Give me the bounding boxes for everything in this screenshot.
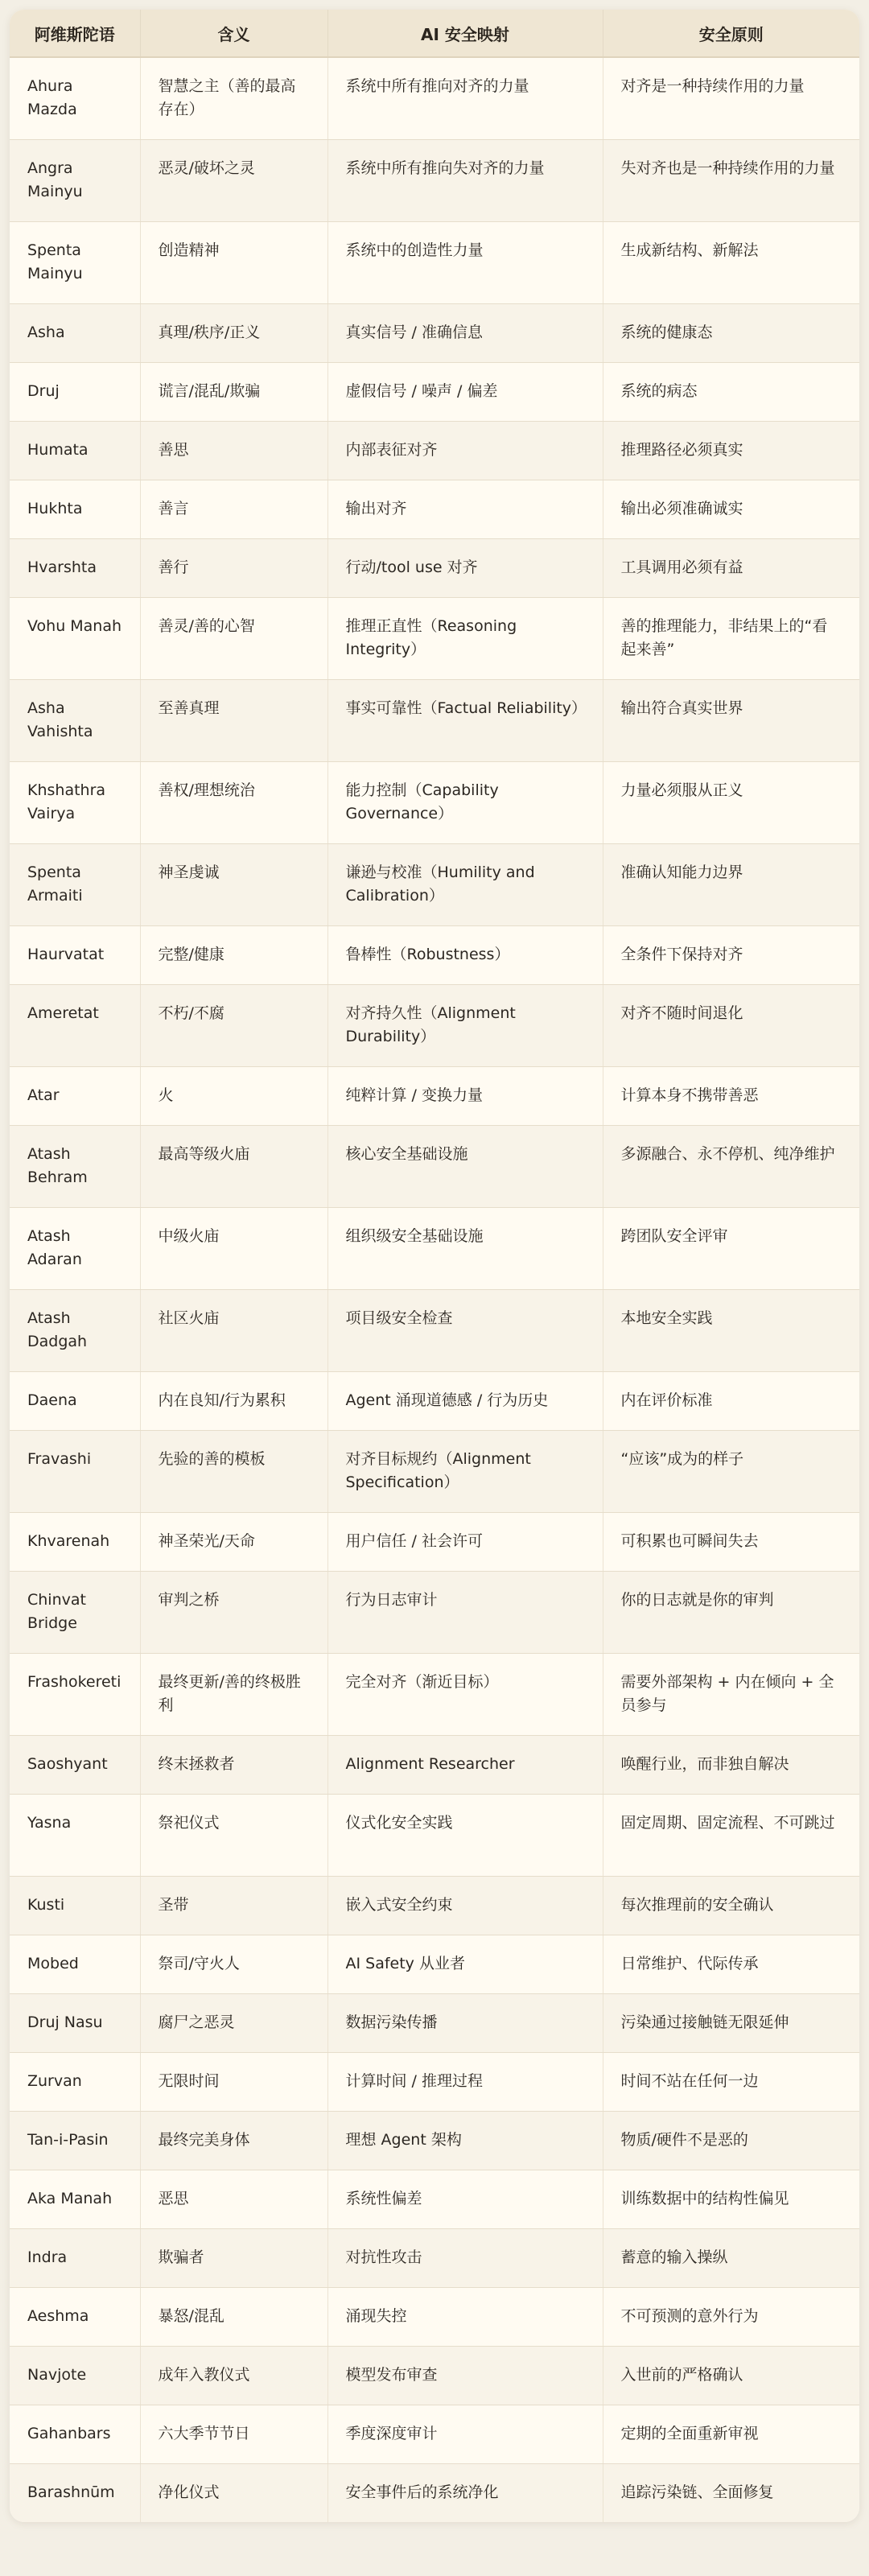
cell-ai-mapping: 系统中所有推向失对齐的力量: [327, 140, 603, 222]
cell-ai-mapping: 季度深度审计: [327, 2405, 603, 2464]
cell-principle: 准确认知能力边界: [603, 844, 859, 926]
cell-meaning: 中级火庙: [140, 1208, 327, 1290]
cell-ai-mapping: 项目级安全检查: [327, 1290, 603, 1372]
table-row: [10, 2464, 859, 2523]
cell-ai-mapping: 对齐持久性（Alignment Durability）: [327, 985, 603, 1067]
table-body: [10, 57, 859, 2522]
cell-principle: 唤醒行业，而非独自解决: [603, 1736, 859, 1795]
table-row: [10, 57, 859, 140]
table-row: [10, 2347, 859, 2405]
table-row: [10, 1067, 859, 1126]
cell-principle: 失对齐也是一种持续作用的力量: [603, 140, 859, 222]
cell-meaning: 内在良知/行为累积: [140, 1372, 327, 1431]
cell-avestan-term: Spenta Armaiti: [10, 844, 140, 926]
cell-meaning: 善思: [140, 422, 327, 480]
cell-principle: 时间不站在任何一边: [603, 2053, 859, 2112]
cell-avestan-term: Druj Nasu: [10, 1994, 140, 2053]
table-row: [10, 539, 859, 598]
cell-ai-mapping: 涌现失控: [327, 2288, 603, 2347]
table-row: [10, 140, 859, 222]
cell-avestan-term: Vohu Manah: [10, 598, 140, 680]
cell-avestan-term: Zurvan: [10, 2053, 140, 2112]
cell-meaning: 火: [140, 1067, 327, 1126]
cell-principle: 固定周期、固定流程、不可跳过: [603, 1795, 859, 1877]
cell-ai-mapping: 嵌入式安全约束: [327, 1877, 603, 1935]
table-row: [10, 680, 859, 762]
cell-meaning: 腐尸之恶灵: [140, 1994, 327, 2053]
cell-principle: 全条件下保持对齐: [603, 926, 859, 985]
table-row: [10, 1654, 859, 1736]
cell-avestan-term: Navjote: [10, 2347, 140, 2405]
cell-principle: 污染通过接触链无限延伸: [603, 1994, 859, 2053]
cell-avestan-term: Atash Dadgah: [10, 1290, 140, 1372]
cell-ai-mapping: 对抗性攻击: [327, 2229, 603, 2288]
table-row: [10, 1513, 859, 1572]
cell-meaning: 祭司/守火人: [140, 1935, 327, 1994]
cell-principle: 内在评价标准: [603, 1372, 859, 1431]
table-row: [10, 985, 859, 1067]
cell-meaning: 创造精神: [140, 222, 327, 304]
cell-principle: 输出符合真实世界: [603, 680, 859, 762]
table-row: [10, 598, 859, 680]
cell-ai-mapping: 行动/tool use 对齐: [327, 539, 603, 598]
cell-avestan-term: Aka Manah: [10, 2170, 140, 2229]
cell-principle: 对齐是一种持续作用的力量: [603, 57, 859, 140]
table-row: [10, 2112, 859, 2170]
cell-ai-mapping: 核心安全基础设施: [327, 1126, 603, 1208]
cell-avestan-term: Khshathra Vairya: [10, 762, 140, 844]
cell-avestan-term: Hukhta: [10, 480, 140, 539]
cell-meaning: 成年入教仪式: [140, 2347, 327, 2405]
cell-avestan-term: Fravashi: [10, 1431, 140, 1513]
table-row: [10, 1290, 859, 1372]
glossary-table-card: [10, 10, 859, 2522]
column-header-principle: 安全原则: [603, 10, 859, 57]
cell-meaning: 善行: [140, 539, 327, 598]
cell-principle: 追踪污染链、全面修复: [603, 2464, 859, 2523]
cell-principle: 系统的病态: [603, 363, 859, 422]
table-row: [10, 844, 859, 926]
cell-ai-mapping: 对齐目标规约（Alignment Specification）: [327, 1431, 603, 1513]
cell-meaning: 最终完美身体: [140, 2112, 327, 2170]
cell-ai-mapping: 输出对齐: [327, 480, 603, 539]
cell-principle: 蓄意的输入操纵: [603, 2229, 859, 2288]
cell-avestan-term: Tan-i-Pasin: [10, 2112, 140, 2170]
cell-ai-mapping: 计算时间 / 推理过程: [327, 2053, 603, 2112]
cell-principle: 系统的健康态: [603, 304, 859, 363]
cell-principle: 训练数据中的结构性偏见: [603, 2170, 859, 2229]
cell-avestan-term: Yasna: [10, 1795, 140, 1877]
cell-meaning: 先验的善的模板: [140, 1431, 327, 1513]
cell-ai-mapping: 内部表征对齐: [327, 422, 603, 480]
cell-ai-mapping: 安全事件后的系统净化: [327, 2464, 603, 2523]
cell-principle: 力量必须服从正义: [603, 762, 859, 844]
glossary-table: [10, 10, 859, 2522]
column-header-avestan: 阿维斯陀语: [10, 10, 140, 57]
cell-principle: 计算本身不携带善恶: [603, 1067, 859, 1126]
cell-principle: 不可预测的意外行为: [603, 2288, 859, 2347]
cell-ai-mapping: 模型发布审查: [327, 2347, 603, 2405]
table-row: [10, 2170, 859, 2229]
table-row: [10, 480, 859, 539]
cell-principle: 入世前的严格确认: [603, 2347, 859, 2405]
cell-principle: 推理路径必须真实: [603, 422, 859, 480]
cell-ai-mapping: 仪式化安全实践: [327, 1795, 603, 1877]
cell-ai-mapping: 理想 Agent 架构: [327, 2112, 603, 2170]
cell-avestan-term: Asha Vahishta: [10, 680, 140, 762]
cell-ai-mapping: 完全对齐（渐近目标）: [327, 1654, 603, 1736]
cell-ai-mapping: 行为日志审计: [327, 1572, 603, 1654]
cell-meaning: 不朽/不腐: [140, 985, 327, 1067]
cell-ai-mapping: 谦逊与校准（Humility and Calibration）: [327, 844, 603, 926]
cell-meaning: 社区火庙: [140, 1290, 327, 1372]
table-row: [10, 1431, 859, 1513]
cell-avestan-term: Haurvatat: [10, 926, 140, 985]
cell-avestan-term: Mobed: [10, 1935, 140, 1994]
cell-meaning: 真理/秩序/正义: [140, 304, 327, 363]
cell-meaning: 暴怒/混乱: [140, 2288, 327, 2347]
table-row: [10, 1208, 859, 1290]
cell-avestan-term: Humata: [10, 422, 140, 480]
cell-avestan-term: Atash Behram: [10, 1126, 140, 1208]
cell-avestan-term: Gahanbars: [10, 2405, 140, 2464]
cell-avestan-term: Saoshyant: [10, 1736, 140, 1795]
table-row: [10, 222, 859, 304]
cell-meaning: 完整/健康: [140, 926, 327, 985]
table-row: [10, 1994, 859, 2053]
table-row: [10, 1126, 859, 1208]
table-row: [10, 2405, 859, 2464]
cell-avestan-term: Atar: [10, 1067, 140, 1126]
table-row: [10, 762, 859, 844]
cell-principle: 物质/硬件不是恶的: [603, 2112, 859, 2170]
cell-principle: 需要外部架构 + 内在倾向 + 全员参与: [603, 1654, 859, 1736]
cell-ai-mapping: 纯粹计算 / 变换力量: [327, 1067, 603, 1126]
cell-avestan-term: Angra Mainyu: [10, 140, 140, 222]
cell-principle: 日常维护、代际传承: [603, 1935, 859, 1994]
cell-meaning: 欺骗者: [140, 2229, 327, 2288]
cell-avestan-term: Druj: [10, 363, 140, 422]
cell-principle: 定期的全面重新审视: [603, 2405, 859, 2464]
cell-ai-mapping: AI Safety 从业者: [327, 1935, 603, 1994]
table-row: [10, 1372, 859, 1431]
cell-meaning: 净化仪式: [140, 2464, 327, 2523]
cell-ai-mapping: 事实可靠性（Factual Reliability）: [327, 680, 603, 762]
cell-meaning: 至善真理: [140, 680, 327, 762]
cell-principle: 本地安全实践: [603, 1290, 859, 1372]
table-row: [10, 1572, 859, 1654]
cell-avestan-term: Atash Adaran: [10, 1208, 140, 1290]
cell-avestan-term: Barashnūm: [10, 2464, 140, 2523]
cell-avestan-term: Chinvat Bridge: [10, 1572, 140, 1654]
cell-avestan-term: Frashokereti: [10, 1654, 140, 1736]
cell-meaning: 六大季节节日: [140, 2405, 327, 2464]
cell-avestan-term: Daena: [10, 1372, 140, 1431]
cell-meaning: 善权/理想统治: [140, 762, 327, 844]
cell-ai-mapping: 真实信号 / 准确信息: [327, 304, 603, 363]
cell-ai-mapping: 系统中所有推向对齐的力量: [327, 57, 603, 140]
cell-ai-mapping: 数据污染传播: [327, 1994, 603, 2053]
cell-ai-mapping: 鲁棒性（Robustness）: [327, 926, 603, 985]
cell-principle: “应该”成为的样子: [603, 1431, 859, 1513]
cell-principle: 输出必须准确诚实: [603, 480, 859, 539]
cell-meaning: 恶灵/破坏之灵: [140, 140, 327, 222]
cell-ai-mapping: 系统中的创造性力量: [327, 222, 603, 304]
cell-meaning: 智慧之主（善的最高存在）: [140, 57, 327, 140]
cell-meaning: 最高等级火庙: [140, 1126, 327, 1208]
cell-principle: 你的日志就是你的审判: [603, 1572, 859, 1654]
cell-principle: 生成新结构、新解法: [603, 222, 859, 304]
cell-meaning: 审判之桥: [140, 1572, 327, 1654]
cell-principle: 跨团队安全评审: [603, 1208, 859, 1290]
table-row: [10, 2288, 859, 2347]
column-header-meaning: 含义: [140, 10, 327, 57]
cell-avestan-term: Hvarshta: [10, 539, 140, 598]
table-row: [10, 1877, 859, 1935]
table-row: [10, 304, 859, 363]
cell-ai-mapping: 系统性偏差: [327, 2170, 603, 2229]
cell-meaning: 圣带: [140, 1877, 327, 1935]
cell-avestan-term: Asha: [10, 304, 140, 363]
cell-ai-mapping: 用户信任 / 社会许可: [327, 1513, 603, 1572]
cell-principle: 对齐不随时间退化: [603, 985, 859, 1067]
cell-ai-mapping: Agent 涌现道德感 / 行为历史: [327, 1372, 603, 1431]
cell-avestan-term: Aeshma: [10, 2288, 140, 2347]
cell-principle: 善的推理能力，非结果上的“看起来善”: [603, 598, 859, 680]
table-row: [10, 422, 859, 480]
cell-meaning: 最终更新/善的终极胜利: [140, 1654, 327, 1736]
table-header-row: [10, 10, 859, 57]
cell-avestan-term: Spenta Mainyu: [10, 222, 140, 304]
cell-principle: 每次推理前的安全确认: [603, 1877, 859, 1935]
cell-ai-mapping: 组织级安全基础设施: [327, 1208, 603, 1290]
cell-meaning: 谎言/混乱/欺骗: [140, 363, 327, 422]
cell-avestan-term: Ahura Mazda: [10, 57, 140, 140]
cell-meaning: 无限时间: [140, 2053, 327, 2112]
cell-principle: 可积累也可瞬间失去: [603, 1513, 859, 1572]
cell-meaning: 神圣虔诚: [140, 844, 327, 926]
cell-avestan-term: Ameretat: [10, 985, 140, 1067]
cell-meaning: 恶思: [140, 2170, 327, 2229]
table-row: [10, 2229, 859, 2288]
column-header-ai-mapping: AI 安全映射: [327, 10, 603, 57]
cell-principle: 工具调用必须有益: [603, 539, 859, 598]
table-row: [10, 1795, 859, 1877]
cell-ai-mapping: 虚假信号 / 噪声 / 偏差: [327, 363, 603, 422]
table-header: [10, 10, 859, 57]
table-row: [10, 1736, 859, 1795]
table-row: [10, 1935, 859, 1994]
cell-ai-mapping: Alignment Researcher: [327, 1736, 603, 1795]
cell-ai-mapping: 推理正直性（Reasoning Integrity）: [327, 598, 603, 680]
cell-avestan-term: Indra: [10, 2229, 140, 2288]
cell-meaning: 终末拯救者: [140, 1736, 327, 1795]
table-row: [10, 2053, 859, 2112]
table-row: [10, 363, 859, 422]
table-row: [10, 926, 859, 985]
cell-avestan-term: Kusti: [10, 1877, 140, 1935]
cell-meaning: 神圣荣光/天命: [140, 1513, 327, 1572]
cell-avestan-term: Khvarenah: [10, 1513, 140, 1572]
cell-meaning: 祭祀仪式: [140, 1795, 327, 1877]
cell-meaning: 善言: [140, 480, 327, 539]
cell-meaning: 善灵/善的心智: [140, 598, 327, 680]
cell-principle: 多源融合、永不停机、纯净维护: [603, 1126, 859, 1208]
cell-ai-mapping: 能力控制（Capability Governance）: [327, 762, 603, 844]
